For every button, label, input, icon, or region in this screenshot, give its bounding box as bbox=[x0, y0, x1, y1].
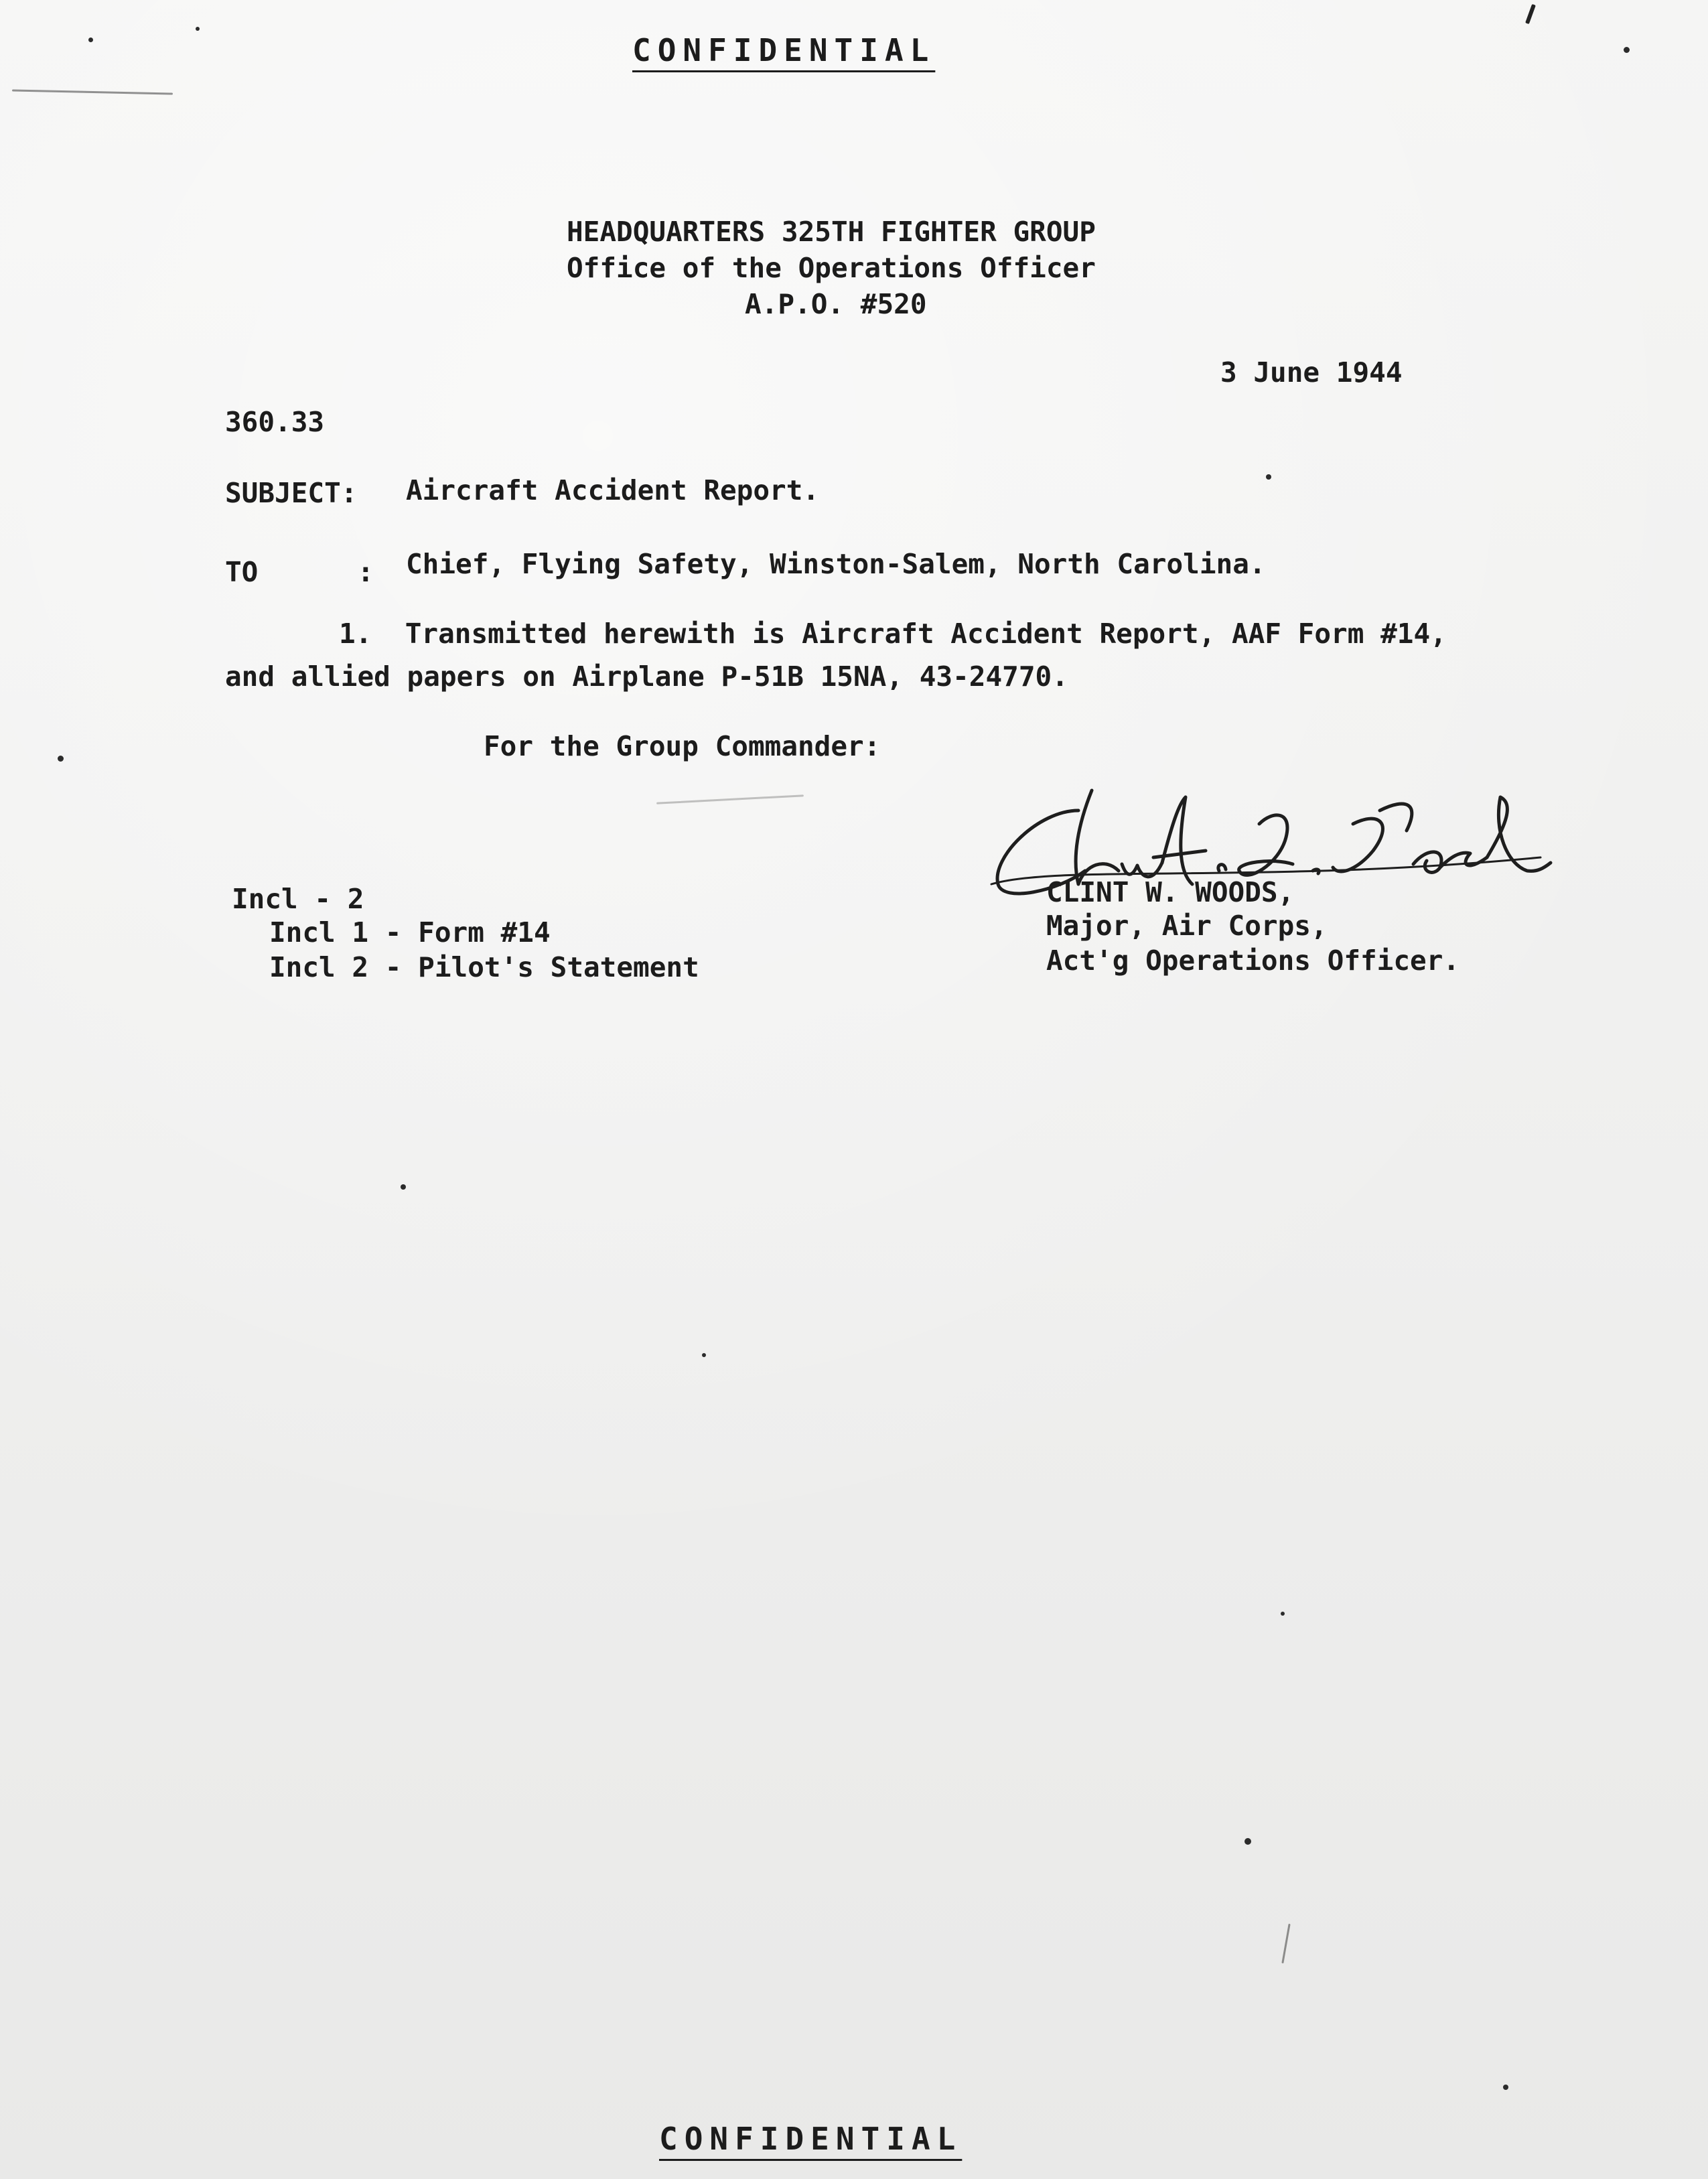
org-name: HEADQUARTERS 325TH FIGHTER GROUP bbox=[567, 216, 1096, 248]
signatory-title: Act'g Operations Officer. bbox=[1046, 944, 1460, 977]
file-number: 360.33 bbox=[225, 406, 325, 438]
signatory-name: CLINT W. WOODS, bbox=[1046, 876, 1295, 908]
office-name: Office of the Operations Officer bbox=[567, 252, 1096, 284]
to-text: Chief, Flying Safety, Winston-Salem, North Carolina. bbox=[406, 548, 1266, 580]
enclosure-item-2: Incl 2 - Pilot's Statement bbox=[269, 951, 699, 983]
paragraph-1-line-2: and allied papers on Airplane P-51B 15NA, 43-24770. bbox=[225, 660, 1068, 693]
to-label: TO : bbox=[225, 556, 374, 588]
scan-speck bbox=[1266, 474, 1271, 480]
scan-mark bbox=[12, 89, 173, 94]
classification-footer: CONFIDENTIAL bbox=[659, 2121, 963, 2157]
paragraph-1-line-1: 1. Transmitted herewith is Aircraft Accident Report, AAF Form #14, bbox=[339, 618, 1447, 650]
closing-line: For the Group Commander: bbox=[484, 730, 881, 762]
scan-speck bbox=[58, 756, 64, 762]
scan-speck bbox=[196, 27, 200, 31]
scan-mark bbox=[1281, 1924, 1290, 1964]
scan-speck bbox=[1624, 47, 1630, 53]
apo-number: A.P.O. #520 bbox=[745, 288, 927, 320]
scan-speck bbox=[401, 1184, 406, 1190]
letter-date: 3 June 1944 bbox=[1220, 356, 1403, 389]
subject-label: SUBJECT: bbox=[225, 477, 358, 509]
scan-speck bbox=[1503, 2085, 1508, 2090]
signatory-rank: Major, Air Corps, bbox=[1046, 910, 1328, 942]
scan-mark bbox=[656, 794, 804, 804]
scan-mark bbox=[1525, 4, 1536, 24]
scan-speck bbox=[88, 38, 93, 42]
classification-header: CONFIDENTIAL bbox=[632, 32, 936, 68]
enclosure-item-1: Incl 1 - Form #14 bbox=[269, 916, 551, 948]
scan-speck bbox=[1281, 1612, 1285, 1616]
enclosure-count: Incl - 2 bbox=[232, 883, 364, 915]
scan-speck bbox=[1244, 1838, 1251, 1845]
scan-speck bbox=[702, 1353, 706, 1357]
subject-text: Aircraft Accident Report. bbox=[406, 474, 820, 506]
